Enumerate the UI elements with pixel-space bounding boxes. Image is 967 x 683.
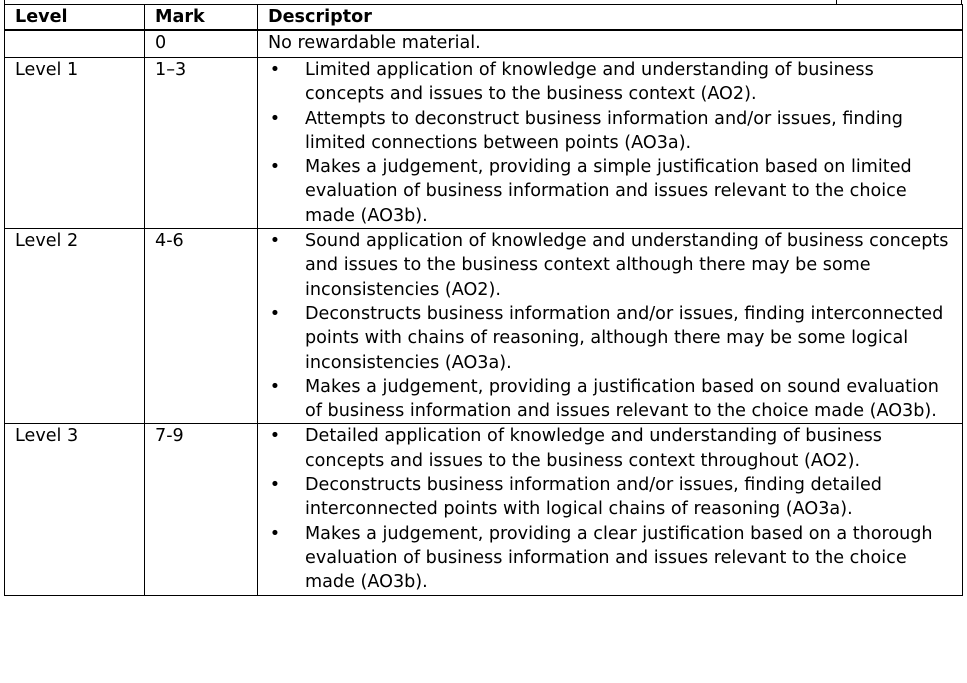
descriptor-list — [268, 58, 954, 228]
bullet-icon: • — [269, 376, 281, 397]
header-level: Level — [5, 5, 145, 31]
table-row — [5, 424, 963, 595]
descriptor-text: Attempts to deconstruct business information and/or issues, finding limited connections between points (AO3a). — [305, 108, 903, 153]
list-item — [268, 107, 954, 156]
bullet-icon: • — [269, 475, 281, 496]
header-mark: Mark — [145, 5, 258, 31]
descriptor-text: Makes a judgement, providing a simple justification based on limited evaluation of business information and issues relevant to the choice made (AO3b). — [305, 157, 912, 226]
descriptor-text: Sound application of knowledge and understanding of business concepts and issues to the business context although there may be some inconsistencies (AO2). — [305, 231, 949, 300]
descriptor-list — [268, 424, 954, 594]
bullet-icon: • — [269, 523, 281, 544]
descriptor-text: Limited application of knowledge and understanding of business concepts and issues to the business context (AO2). — [305, 60, 874, 105]
mark-cell: 7-9 — [145, 424, 258, 595]
descriptor-text: Deconstructs business information and/or issues, finding interconnected points with chains of reasoning, although there may be some logical inconsistencies (AO3a). — [305, 303, 944, 373]
bullet-icon: • — [269, 60, 281, 80]
levels-mark-scheme-table — [4, 4, 963, 596]
mark-cell: 0 — [145, 30, 258, 58]
descriptor-text: Deconstructs business information and/or issues, finding detailed interconnected points with logical chains of reasoning (AO3a). — [305, 475, 882, 520]
header-descriptor: Descriptor — [258, 5, 963, 31]
descriptor-text: Makes a judgement, providing a clear justification based on a thorough evaluation of business information and issues relevant to the choice made (AO3b). — [305, 523, 933, 593]
descriptor-cell: No rewardable material. — [258, 30, 963, 58]
list-item — [268, 302, 954, 375]
bullet-icon: • — [269, 426, 281, 447]
level-cell: Level 1 — [5, 58, 145, 229]
table-row — [5, 58, 963, 229]
list-item — [268, 155, 954, 228]
mark-cell: 4-6 — [145, 229, 258, 424]
level-cell: Level 3 — [5, 424, 145, 595]
descriptor-cell — [258, 229, 963, 424]
list-item — [268, 522, 954, 595]
descriptor-cell — [258, 424, 963, 595]
list-item — [268, 473, 954, 522]
list-item — [268, 229, 954, 302]
level-cell: Level 2 — [5, 229, 145, 424]
list-item — [268, 58, 954, 107]
mark-cell: 1–3 — [145, 58, 258, 229]
table-row — [5, 229, 963, 424]
bullet-icon: • — [269, 231, 281, 252]
level-cell — [5, 30, 145, 58]
descriptor-text: Detailed application of knowledge and understanding of business concepts and issues to the business context throughout (AO2). — [305, 426, 882, 471]
bullet-icon: • — [269, 303, 281, 324]
descriptor-cell — [258, 58, 963, 229]
descriptor-text: Makes a judgement, providing a justification based on sound evaluation of business information and issues relevant to the choice made (AO3b). — [305, 376, 939, 422]
list-item — [268, 424, 954, 473]
table-header-row — [5, 5, 963, 31]
table-row — [5, 30, 963, 58]
list-item — [268, 375, 954, 424]
bullet-icon: • — [269, 157, 281, 178]
descriptor-list — [268, 229, 954, 423]
bullet-icon: • — [269, 108, 281, 129]
